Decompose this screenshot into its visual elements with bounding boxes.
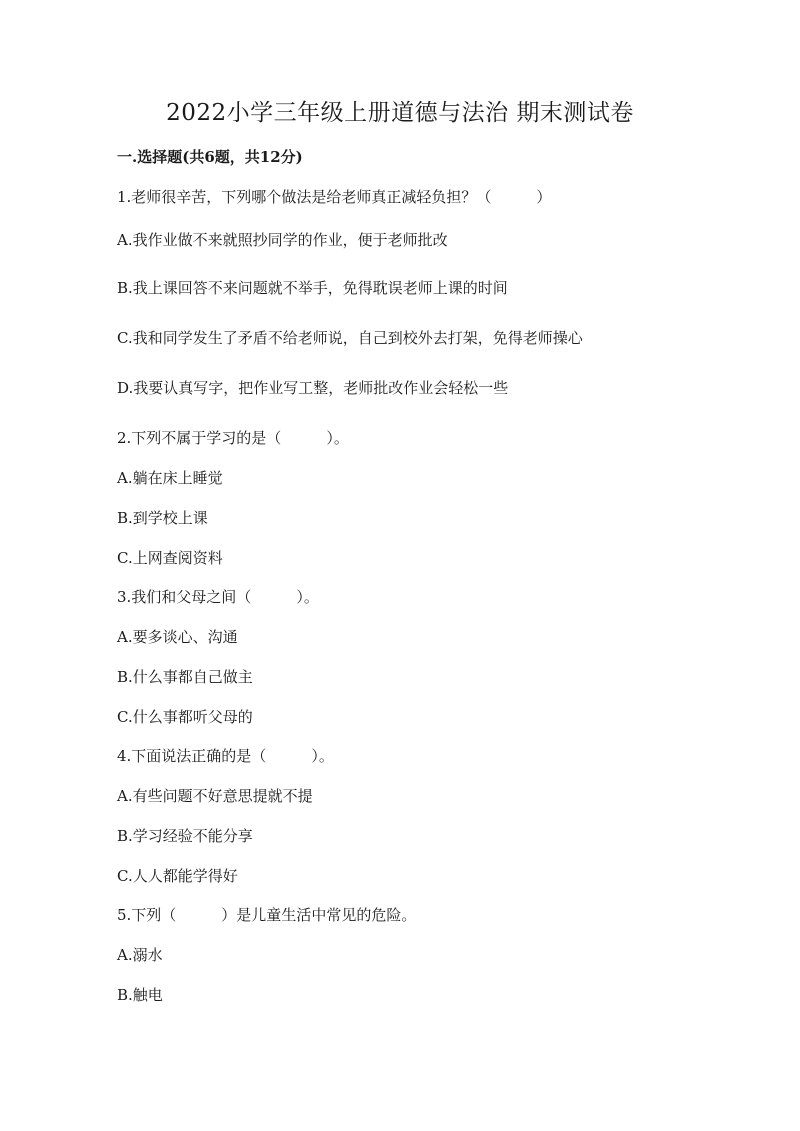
answer-option: B.学习经验不能分享	[117, 827, 253, 845]
section-header: 一.选择题(共6题，共12分)	[117, 148, 303, 166]
answer-option: A.躺在床上睡觉	[117, 469, 223, 487]
answer-option: B.到学校上课	[117, 509, 208, 527]
page-title: 2022小学三年级上册道德与法治 期末测试卷	[166, 100, 634, 126]
question-stem: 1.老师很辛苦，下列哪个做法是给老师真正减轻负担？（ ）	[117, 188, 552, 206]
answer-option: A.溺水	[117, 946, 163, 964]
answer-option: B.我上课回答不来问题就不举手，免得耽误老师上课的时间	[117, 279, 508, 297]
answer-option: C.上网查阅资料	[117, 549, 223, 567]
answer-option: D.我要认真写字，把作业写工整，老师批改作业会轻松一些	[117, 379, 509, 397]
question-stem: 4.下面说法正确的是（ ）。	[117, 747, 334, 765]
answer-option: B.什么事都自己做主	[117, 668, 253, 686]
answer-option: C.什么事都听父母的	[117, 708, 253, 726]
answer-option: B.触电	[117, 986, 163, 1004]
question-stem: 2.下列不属于学习的是（ ）。	[117, 429, 349, 447]
answer-option: A.有些问题不好意思提就不提	[117, 787, 313, 805]
question-stem: 5.下列（ ）是儿童生活中常见的危险。	[117, 906, 417, 924]
answer-option: C.我和同学发生了矛盾不给老师说，自己到校外去打架，免得老师操心	[117, 329, 583, 347]
answer-option: A.我作业做不来就照抄同学的作业，便于老师批改	[117, 231, 448, 249]
answer-option: A.要多谈心、沟通	[117, 628, 238, 646]
question-stem: 3.我们和父母之间（ ）。	[117, 588, 319, 606]
answer-option: C.人人都能学得好	[117, 867, 238, 885]
